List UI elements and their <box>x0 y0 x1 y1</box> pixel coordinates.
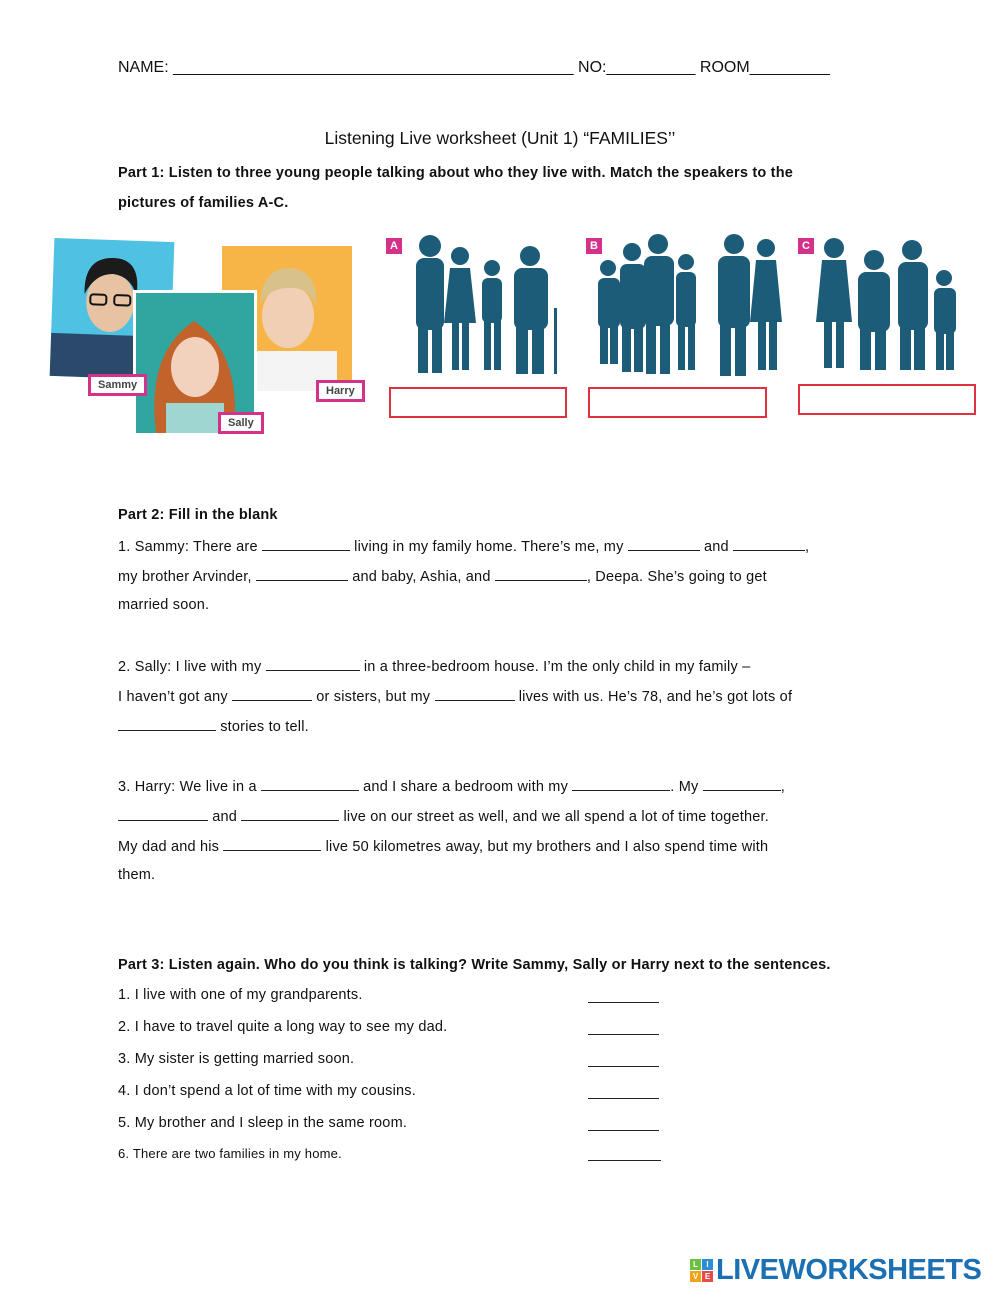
part3-heading: Part 3: Listen again. Who do you think is talking? Write Sammy, Sally or Harry next to the sentences. <box>118 957 831 973</box>
family-a-answer-box[interactable] <box>389 387 567 418</box>
q3-blank-1[interactable] <box>261 777 359 791</box>
family-c-answer-box[interactable] <box>798 384 976 415</box>
q1-blank-3[interactable] <box>733 537 805 551</box>
name-tag-harry: Harry <box>316 380 365 402</box>
family-label-b: B <box>586 238 602 254</box>
q3-blank-5[interactable] <box>241 807 339 821</box>
q1-text-f: and baby, Ashia, and <box>347 569 495 585</box>
q1-text-c: and <box>699 539 734 555</box>
q3-text-f: live on our street as well, and we all spend a lot of time together. <box>339 809 769 825</box>
part3-item-1: 1. I live with one of my grandparents. <box>118 987 363 1003</box>
q2-line1 <box>118 657 750 675</box>
part3-item-2: 2. I have to travel quite a long way to see my dad. <box>118 1019 448 1035</box>
q1-blank-5[interactable] <box>495 567 587 581</box>
part3-answer-6[interactable] <box>588 1160 661 1161</box>
part3-answer-2[interactable] <box>588 1034 659 1035</box>
q1-blank-1[interactable] <box>262 537 350 551</box>
part3-item-5: 5. My brother and I sleep in the same room. <box>118 1115 408 1131</box>
family-b-answer-box[interactable] <box>588 387 767 418</box>
part3-item-3: 3. My sister is getting married soon. <box>118 1051 355 1067</box>
family-a-silhouette <box>398 228 566 376</box>
q3-blank-6[interactable] <box>223 837 321 851</box>
part1-instruction-line2: pictures of families A-C. <box>118 195 289 211</box>
q1-text-e: my brother Arvinder, <box>118 569 256 585</box>
part3-answer-4[interactable] <box>588 1098 659 1099</box>
family-label-a: A <box>386 238 402 254</box>
q1-line1 <box>118 537 809 555</box>
q1-text-g: , Deepa. She’s going to get <box>586 569 767 585</box>
family-c-silhouette <box>814 236 960 372</box>
q1-line3: married soon. <box>118 597 210 613</box>
q3-text-d: , <box>780 779 785 795</box>
q2-line3 <box>118 717 309 735</box>
q3-blank-3[interactable] <box>703 777 781 791</box>
q2-blank-4[interactable] <box>118 717 216 731</box>
part3-item-4: 4. I don’t spend a lot of time with my cousins. <box>118 1083 416 1099</box>
q3-blank-4[interactable] <box>118 807 208 821</box>
q1-text-d: , <box>805 539 810 555</box>
q3-text-e: and <box>208 809 242 825</box>
family-b-silhouette <box>592 232 782 376</box>
q2-line2 <box>118 687 792 705</box>
q2-text-a: 2. Sally: I live with my <box>118 659 266 675</box>
q3-blank-2[interactable] <box>572 777 670 791</box>
family-label-c: C <box>798 238 814 254</box>
q2-text-e: lives with us. He’s 78, and he’s got lots of <box>514 689 793 705</box>
q3-text-c: . My <box>670 779 703 795</box>
q3-text-b: and I share a bedroom with my <box>358 779 573 795</box>
q1-blank-4[interactable] <box>256 567 348 581</box>
q2-text-d: or sisters, but my <box>312 689 435 705</box>
part3-answer-3[interactable] <box>588 1066 659 1067</box>
q1-line2 <box>118 567 767 585</box>
part3-answer-5[interactable] <box>588 1130 659 1131</box>
logo-mark-icon: L I V E <box>690 1259 713 1282</box>
logo-text: LIVEWORKSHEETS <box>716 1254 982 1286</box>
number-blank[interactable]: __________ <box>606 59 696 76</box>
worksheet-title: Listening Live worksheet (Unit 1) “FAMILIES’’ <box>324 128 676 148</box>
part1-instruction-line1: Part 1: Listen to three young people talking about who they live with. Match the speakers to the <box>118 165 794 181</box>
liveworksheets-logo <box>690 1254 981 1287</box>
q2-blank-3[interactable] <box>435 687 515 701</box>
q2-blank-2[interactable] <box>232 687 312 701</box>
part3-answer-1[interactable] <box>588 1002 659 1003</box>
room-label: ROOM <box>699 59 750 76</box>
name-tag-sammy: Sammy <box>88 374 147 396</box>
number-label: NO: <box>578 59 607 76</box>
q3-text-h: live 50 kilometres away, but my brothers and I also spend time with <box>321 839 769 855</box>
q3-text-a: 3. Harry: We live in a <box>118 779 261 795</box>
part3-item-6: 6. There are two families in my home. <box>118 1146 342 1161</box>
room-blank[interactable]: _________ <box>749 59 830 76</box>
student-info-line <box>118 59 830 77</box>
q2-text-b: in a three-bedroom house. I’m the only child in my family – <box>359 659 751 675</box>
name-tag-sally: Sally <box>218 412 264 434</box>
part2-heading: Part 2: Fill in the blank <box>118 507 278 523</box>
q1-text-a: 1. Sammy: There are <box>118 539 262 555</box>
name-label: NAME: <box>118 59 169 76</box>
name-blank[interactable]: _____________________________________________ <box>173 59 574 76</box>
q2-text-f: stories to tell. <box>216 719 309 735</box>
q3-text-g: My dad and his <box>118 839 224 855</box>
q1-blank-2[interactable] <box>628 537 700 551</box>
q3-line4: them. <box>118 867 156 883</box>
q3-line2 <box>118 807 769 825</box>
q3-line3 <box>118 837 768 855</box>
q2-blank-1[interactable] <box>266 657 360 671</box>
q1-text-b: living in my family home. There’s me, my <box>349 539 628 555</box>
q2-text-c: I haven’t got any <box>118 689 233 705</box>
q3-line1 <box>118 777 785 795</box>
